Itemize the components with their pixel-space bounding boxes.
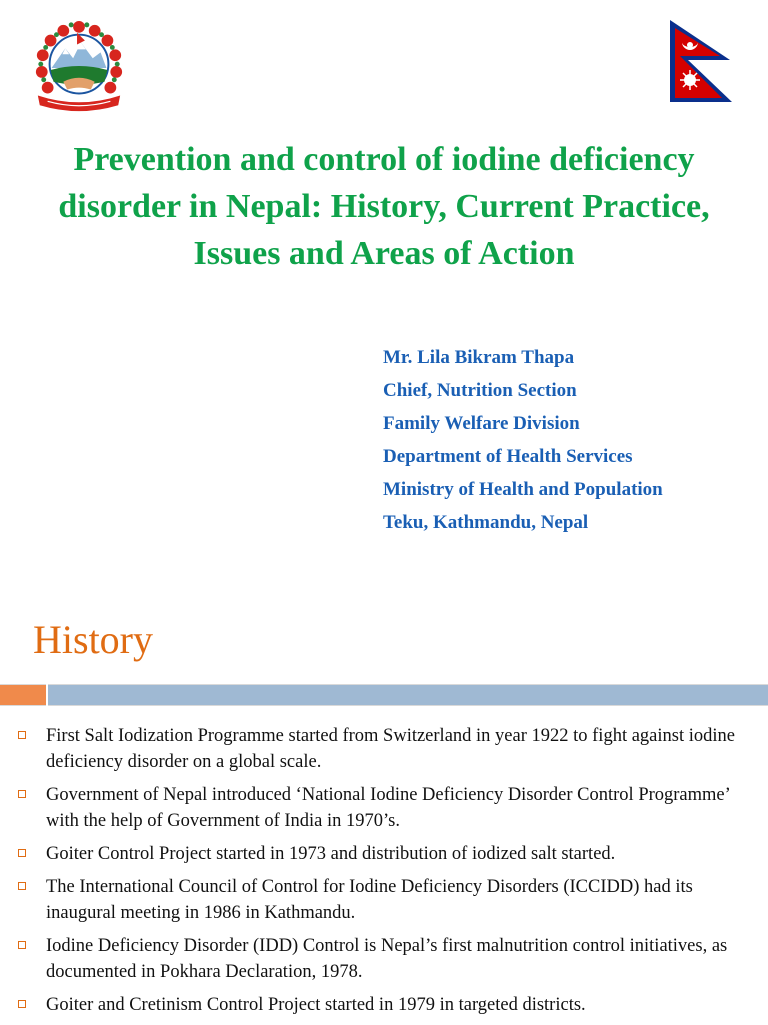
list-item — [0, 841, 768, 867]
square-bullet-icon — [18, 790, 26, 798]
author-line: Chief, Nutrition Section — [383, 380, 577, 401]
bullet-text: Government of Nepal introduced ‘National Iodine Deficiency Disorder Control Programme’ with the help of Government of India in 1970’s. — [46, 785, 730, 831]
list-item — [0, 782, 768, 834]
list-item — [0, 933, 768, 985]
square-bullet-icon — [18, 731, 26, 739]
bullet-text: Goiter and Cretinism Control Project started in 1979 in targeted districts. — [46, 995, 586, 1015]
square-bullet-icon — [18, 882, 26, 890]
history-slide — [0, 595, 768, 1024]
list-item — [0, 723, 768, 775]
accent-bar-blue — [48, 684, 768, 706]
square-bullet-icon — [18, 1000, 26, 1008]
author-info — [383, 341, 663, 539]
bullet-text: Iodine Deficiency Disorder (IDD) Control is Nepal’s first malnutrition control initiatives, as documented in Pokhara Declaration, 1978. — [46, 936, 728, 982]
author-line: Ministry of Health and Population — [383, 479, 663, 500]
slide-heading: History — [33, 617, 153, 662]
author-line: Mr. Lila Bikram Thapa — [383, 347, 575, 368]
author-line: Teku, Kathmandu, Nepal — [383, 512, 589, 533]
square-bullet-icon — [18, 941, 26, 949]
history-bullet-list — [0, 723, 768, 1025]
bullet-text: First Salt Iodization Programme started from Switzerland in year 1922 to fight against iodine deficiency disorder on a global scale. — [46, 726, 735, 772]
author-line: Family Welfare Division — [383, 413, 580, 434]
nepal-government-emblem-icon — [30, 18, 128, 118]
bullet-text: The International Council of Control for Iodine Deficiency Disorders (ICCIDD) had its inaugural meeting in 1986 in Kathmandu. — [46, 877, 693, 923]
list-item — [0, 992, 768, 1018]
square-bullet-icon — [18, 849, 26, 857]
nepal-flag-icon — [668, 18, 738, 104]
bullet-text: Goiter Control Project started in 1973 and distribution of iodized salt started. — [46, 844, 616, 864]
author-line: Department of Health Services — [383, 446, 633, 467]
slide-title: Prevention and control of iodine deficiency disorder in Nepal: History, Current Practice, Issues and Areas of Action — [58, 141, 710, 272]
accent-bar-orange — [0, 684, 46, 706]
list-item — [0, 874, 768, 926]
